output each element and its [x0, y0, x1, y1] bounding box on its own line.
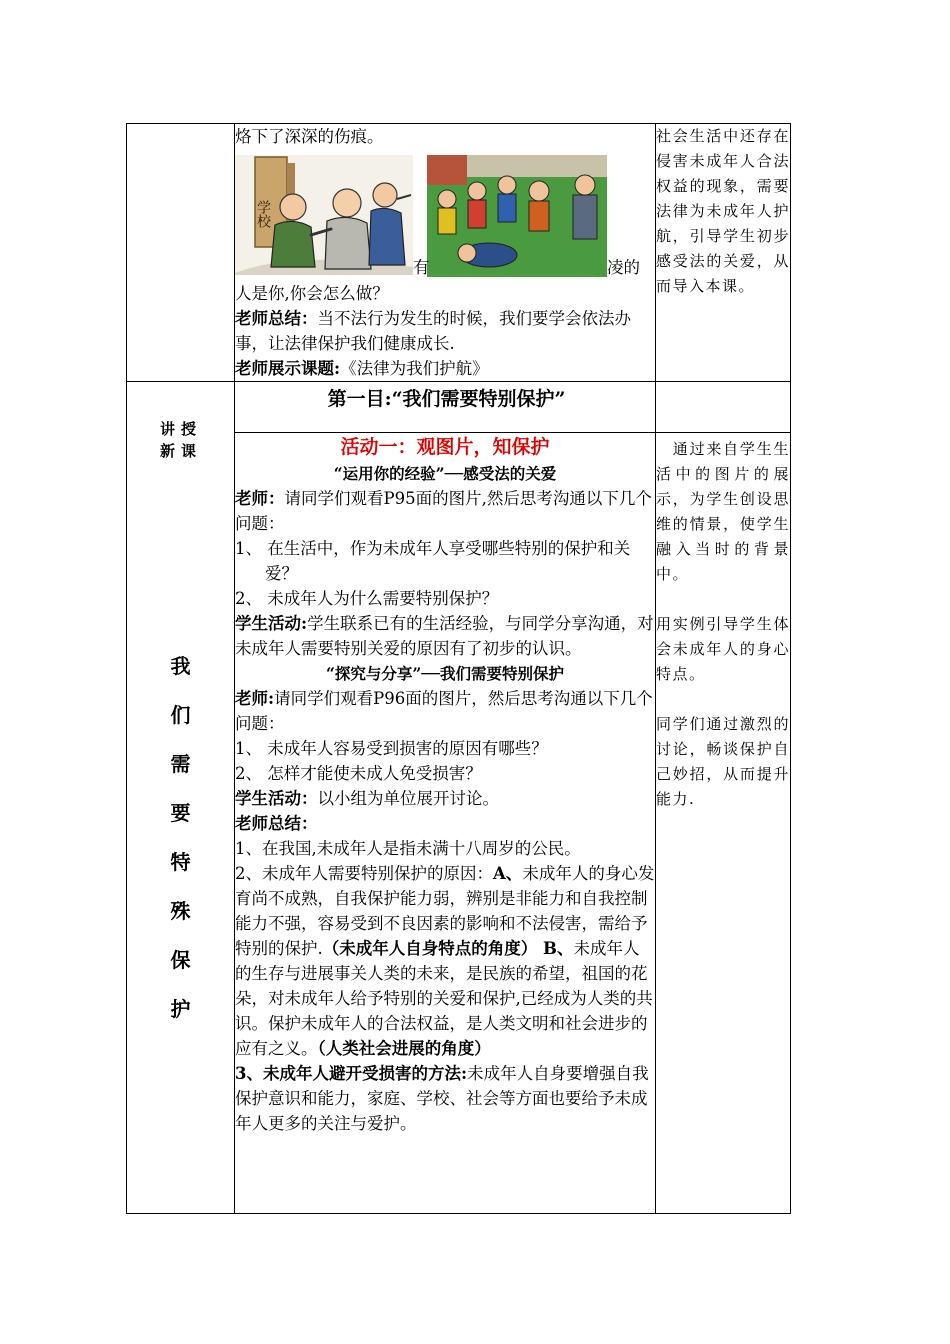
school-sign-text: 学校 — [255, 200, 271, 228]
summary-point-2 — [235, 861, 655, 1061]
activity-subtitle-2: “探究与分享”──我们需要特别保护 — [326, 664, 564, 683]
vertical-char: 特 — [170, 850, 191, 874]
student-activity-2 — [235, 786, 655, 811]
empty-label-cell — [127, 124, 235, 382]
heading-cell — [235, 382, 656, 433]
vertical-char: 需 — [170, 752, 191, 776]
group-bullying-illustration — [427, 155, 607, 277]
section-heading: 第一目:“我们需要特别保护” — [327, 388, 566, 410]
note-1: 通过来自学生生活中的图片的展示，为学生创设思维的情景，使学生融入当时的背景中。 — [656, 440, 790, 583]
point-2-b-text: 未成年人的生存与进展事关人类的未来，是民族的希望，祖国的花朵，对未成年人给予特别的关爱和保护,已经成为人类的共识。保护未成年人的合法权益，是人类文明和社会进步的应有之义。 — [235, 939, 653, 1058]
point-3-text: 未成年人自身要增强自我保护意识和能力，家庭、学校、社会等方面也要给予未成年人更多的关注与爱护。 — [235, 1064, 649, 1133]
intro-question: 人是你,你会怎么做？ — [235, 284, 389, 303]
vertical-char: 要 — [170, 801, 191, 825]
heading-note-cell — [656, 382, 791, 433]
section-label: 讲授新课 — [159, 420, 202, 460]
heading-row — [127, 382, 791, 433]
vertical-char: 保 — [170, 948, 191, 972]
point-3-label: 3、未成年人避开受损害的方法: — [235, 1064, 468, 1083]
student-label-2: 学生活动： — [235, 789, 318, 808]
summary-label: 老师总结： — [235, 814, 318, 833]
student-text-1: 学生联系已有的生活经验，与同学分享沟通，对未成年人需要特别关爱的原因有了初步的认识。 — [235, 614, 654, 658]
lesson-plan-table — [126, 123, 791, 1214]
school-bullying-picture — [235, 155, 413, 275]
point-2-a-angle: （未成年人自身特点的角度） — [322, 939, 538, 958]
question-4: 2、 怎样才能使未成人免受损害？ — [235, 764, 482, 783]
vertical-char: 我 — [170, 654, 191, 678]
section-label-cell — [127, 382, 235, 1214]
activity-note-cell — [656, 433, 791, 1214]
lesson-title-label: 老师展示课题: — [235, 359, 341, 378]
activity-title: 活动一：观图片，知保护 — [340, 436, 550, 458]
teacher-label-2: 老师: — [235, 689, 275, 708]
group-bullying-picture — [427, 155, 607, 277]
teacher-summary-intro — [235, 306, 655, 356]
point-2-intro: 2、未成年人需要特别保护的原因： — [235, 864, 493, 883]
vertical-char: 们 — [170, 703, 191, 727]
intro-note-cell: 社会生活中还存在侵害未成年人合法权益的现象，需要法律为未成年人护航，引导学生初步感受法的关爱，从而导入本课。 — [656, 124, 791, 382]
note-3: 同学们通过激烈的讨论，畅谈保护自己妙招，从而提升能力. — [656, 715, 790, 808]
question-2: 2、 未成年人为什么需要特别保护？ — [235, 589, 499, 608]
summary-point-3 — [235, 1061, 655, 1136]
summary-point-1: 1、在我国,未成年人是指未满十八周岁的公民。 — [235, 839, 581, 858]
activity-subtitle-1: “运用你的经验”──感受法的关爱 — [333, 464, 557, 483]
school-bullying-illustration — [235, 155, 413, 275]
pictures-area — [235, 155, 655, 283]
teacher-instruction-1 — [235, 486, 655, 536]
partial-text-right: 凌的 — [607, 258, 640, 277]
lesson-title-line — [235, 356, 655, 381]
teacher-summary-label: 老师总结： — [235, 309, 318, 328]
point-2-a-text: 未成年人的身心发育尚不成熟，自我保护能力弱，辨别是非能力和自我控制能力不强，容易受到不良因素的影响和不法侵害，需给予特别的保护. — [235, 864, 655, 958]
vertical-char: 护 — [170, 997, 191, 1021]
student-text-2: 以小组为单位展开讨论。 — [317, 789, 499, 808]
question-3: 1、 未成年人容易受到损害的原因有哪些？ — [235, 739, 548, 758]
student-label-1: 学生活动: — [235, 614, 308, 633]
lesson-title-text: 《法律为我们护航》 — [340, 359, 489, 378]
teacher-summary-text: 当不法行为发生的时候，我们要学会依法办事，让法律保护我们健康成长. — [235, 309, 631, 353]
vertical-char: 殊 — [170, 899, 191, 923]
note-2: 用实例引导学生体会未成年人的身心特点。 — [656, 615, 790, 683]
partial-text-left: 有 — [413, 258, 430, 277]
student-activity-1 — [235, 611, 655, 661]
teacher-label-1: 老师： — [235, 489, 285, 508]
teacher-instruction-2 — [235, 686, 655, 736]
teacher-text-1: 请同学们观看P95面的图片,然后思考沟通以下几个问题： — [235, 489, 652, 533]
question-1: 1、 在生活中，作为未成年人享受哪些特别的保护和关爱？ — [235, 539, 631, 583]
teacher-text-2: 请同学们观看P96面的图片，然后思考沟通以下几个问题： — [235, 689, 653, 733]
intro-row — [127, 124, 791, 382]
intro-line-top: 烙下了深深的伤痕。 — [235, 127, 384, 146]
point-2-b-angle: （人类社会进展的角度） — [317, 1039, 491, 1058]
point-2-a-label: A、 — [493, 864, 523, 883]
activity-content-cell — [235, 433, 656, 1214]
section-vertical-title — [127, 642, 234, 1034]
intro-content-cell — [235, 124, 656, 382]
point-2-b-label: B、 — [537, 939, 574, 958]
